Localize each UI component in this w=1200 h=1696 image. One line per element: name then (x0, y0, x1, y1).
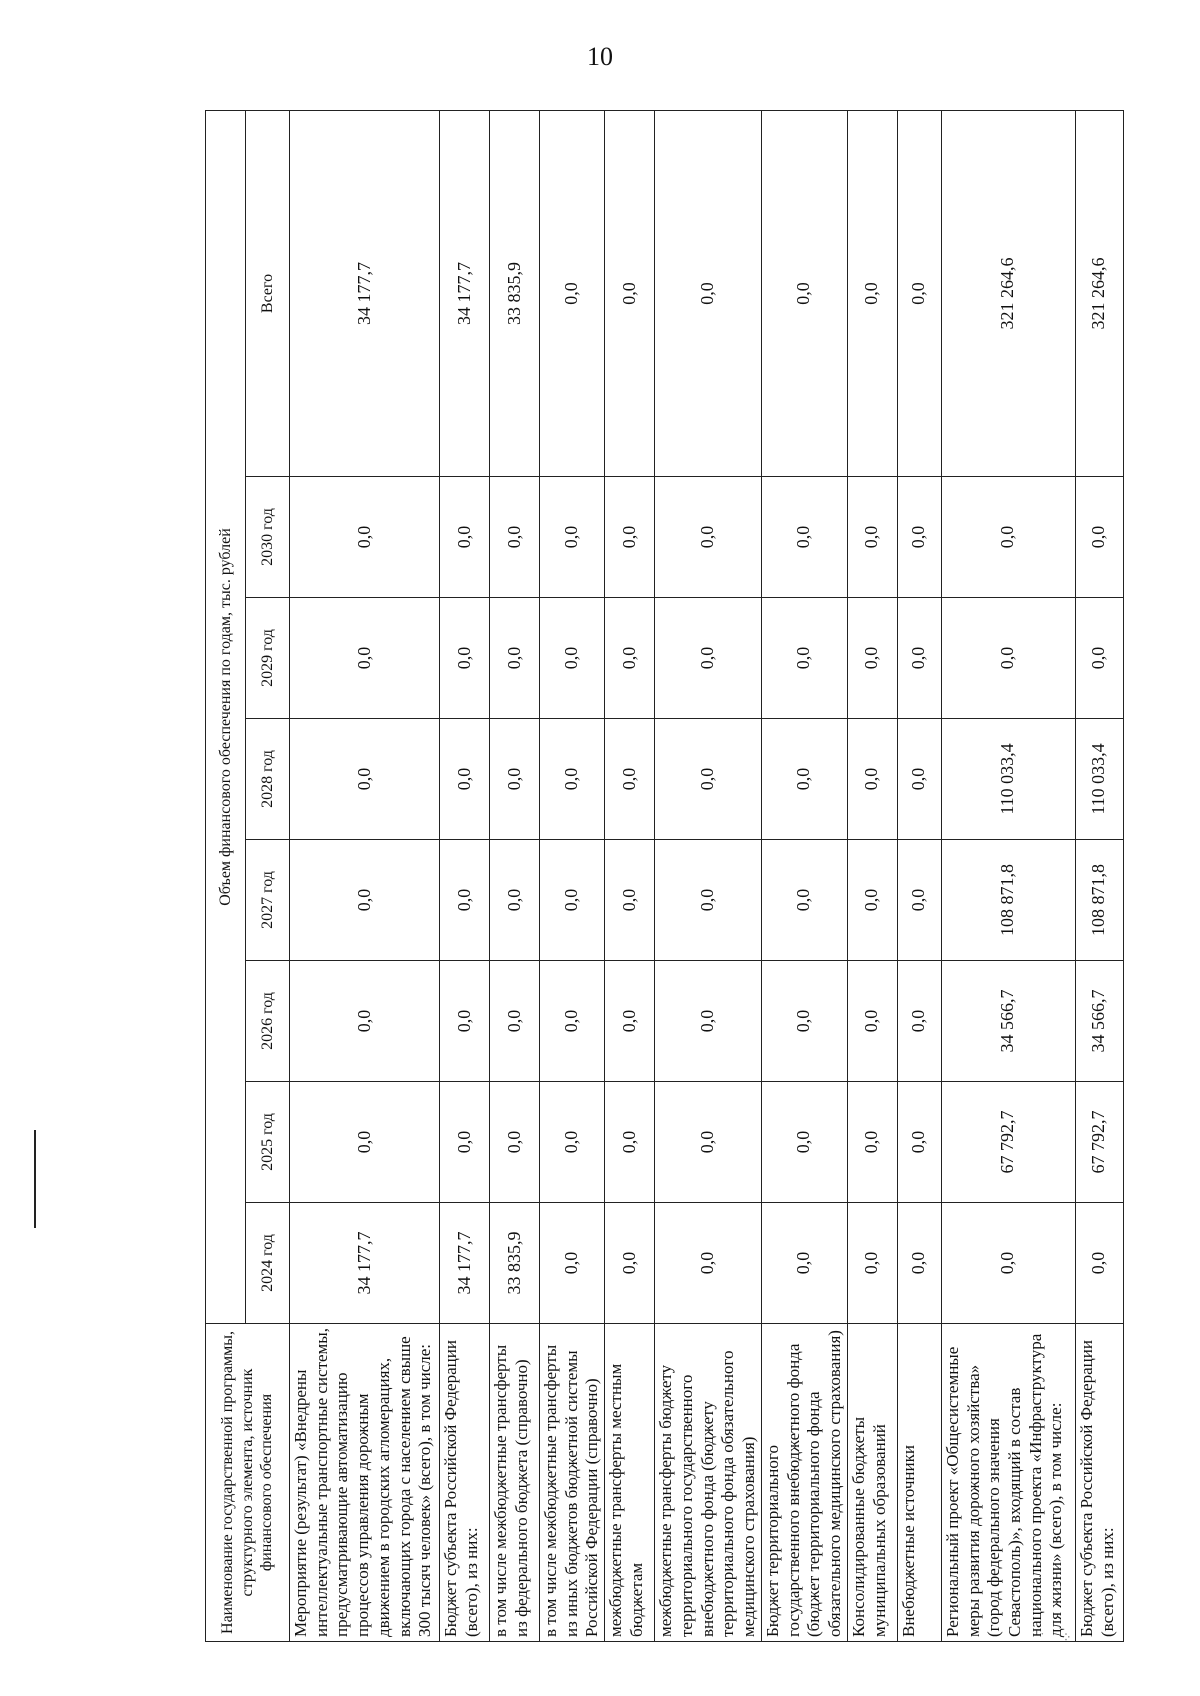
row-year-value: 0,0 (1075, 1203, 1123, 1324)
header-year: 2025 год (246, 1082, 290, 1203)
row-year-value: 0,0 (897, 598, 941, 719)
row-year-value: 0,0 (847, 961, 897, 1082)
row-year-value: 0,0 (897, 1203, 941, 1324)
row-year-value: 0,0 (540, 840, 605, 961)
row-year-value: 0,0 (655, 598, 762, 719)
row-year-value: 0,0 (761, 719, 847, 840)
table-row (1075, 110, 1123, 1641)
table-row (847, 110, 897, 1641)
row-year-value: 0,0 (847, 477, 897, 598)
row-year-value: 110 033,4 (941, 719, 1075, 840)
row-year-value: 0,0 (440, 598, 490, 719)
row-year-value: 0,0 (897, 840, 941, 961)
row-year-value: 0,0 (290, 598, 440, 719)
row-year-value: 67 792,7 (941, 1082, 1075, 1203)
row-year-value: 0,0 (540, 719, 605, 840)
row-year-value: 0,0 (941, 1203, 1075, 1324)
row-year-value: 34 177,7 (440, 1203, 490, 1324)
scan-specks: ˙ ⁘ (1040, 1631, 1078, 1646)
header-group: Объем финансового обеспечения по годам, тыс. рублей (206, 110, 246, 1323)
row-year-value: 0,0 (605, 598, 655, 719)
row-year-value: 108 871,8 (941, 840, 1075, 961)
table-row (290, 110, 440, 1641)
table-row (897, 110, 941, 1641)
row-label: Бюджет субъекта Российской Федерации (всего), из них: (440, 1324, 490, 1642)
row-year-value: 0,0 (490, 961, 540, 1082)
row-year-value: 0,0 (605, 1082, 655, 1203)
row-total-value: 321 264,6 (1075, 110, 1123, 476)
row-year-value: 0,0 (490, 840, 540, 961)
row-year-value: 0,0 (440, 719, 490, 840)
table-row (761, 110, 847, 1641)
row-year-value: 0,0 (761, 840, 847, 961)
financing-table (205, 110, 1124, 1642)
row-year-value: 0,0 (761, 1082, 847, 1203)
row-label: в том числе межбюджетные трансферты из федерального бюджета (справочно) (490, 1324, 540, 1642)
row-year-value: 0,0 (540, 1082, 605, 1203)
row-label: в том числе межбюджетные трансферты из иных бюджетов бюджетной системы Российской Федерации (справочно) (540, 1324, 605, 1642)
row-year-value: 0,0 (440, 961, 490, 1082)
table-row (655, 110, 762, 1641)
row-total-value: 0,0 (540, 110, 605, 476)
row-total-value: 0,0 (847, 110, 897, 476)
row-year-value: 0,0 (897, 961, 941, 1082)
row-year-value: 34 566,7 (1075, 961, 1123, 1082)
row-label: Бюджет субъекта Российской Федерации (всего), из них: (1075, 1324, 1123, 1642)
row-year-value: 0,0 (897, 1082, 941, 1203)
row-label: Бюджет территориального государственного внебюджетного фонда (бюджет территориального фонда обязательного медицинского страхования) (761, 1324, 847, 1642)
row-label: Консолидированные бюджеты муниципальных образований (847, 1324, 897, 1642)
row-year-value: 0,0 (1075, 598, 1123, 719)
row-year-value: 0,0 (655, 1203, 762, 1324)
row-year-value: 110 033,4 (1075, 719, 1123, 840)
table-row (540, 110, 605, 1641)
row-year-value: 0,0 (847, 840, 897, 961)
row-total-value: 0,0 (655, 110, 762, 476)
row-year-value: 0,0 (290, 961, 440, 1082)
row-year-value: 0,0 (605, 840, 655, 961)
row-year-value: 0,0 (440, 1082, 490, 1203)
row-year-value: 0,0 (897, 719, 941, 840)
row-year-value: 0,0 (490, 1082, 540, 1203)
row-total-value: 34 177,7 (290, 110, 440, 476)
header-year: 2026 год (246, 961, 290, 1082)
rotated-table-wrapper (205, 112, 1117, 1642)
table-row (490, 110, 540, 1641)
table-row (605, 110, 655, 1641)
table-body (290, 110, 1124, 1641)
row-year-value: 0,0 (941, 598, 1075, 719)
header-year: 2028 год (246, 719, 290, 840)
row-year-value: 0,0 (761, 961, 847, 1082)
row-year-value: 0,0 (761, 1203, 847, 1324)
row-label: Внебюджетные источники (897, 1324, 941, 1642)
row-total-value: 33 835,9 (490, 110, 540, 476)
row-year-value: 0,0 (605, 1203, 655, 1324)
row-year-value: 0,0 (761, 477, 847, 598)
row-year-value: 67 792,7 (1075, 1082, 1123, 1203)
row-year-value: 0,0 (605, 961, 655, 1082)
row-year-value: 0,0 (655, 961, 762, 1082)
row-year-value: 34 566,7 (941, 961, 1075, 1082)
row-year-value: 0,0 (290, 477, 440, 598)
row-year-value: 0,0 (440, 477, 490, 598)
table-row (440, 110, 490, 1641)
row-total-value: 0,0 (761, 110, 847, 476)
header-year: 2024 год (246, 1203, 290, 1324)
row-year-value: 0,0 (897, 477, 941, 598)
row-year-value: 0,0 (847, 598, 897, 719)
row-year-value: 0,0 (290, 840, 440, 961)
page-number: 10 (587, 42, 613, 71)
row-label: Мероприятие (результат) «Внедрены интеллектуальные транспортные системы, предусматривающие автоматизацию процессов управления дорожным движением в городских агломерациях, включающих города с населением свыше 300 тысяч человек» (всего), в том числе: (290, 1324, 440, 1642)
row-label: межбюджетные трансферты местным бюджетам (605, 1324, 655, 1642)
row-year-value: 0,0 (847, 1203, 897, 1324)
row-year-value: 0,0 (655, 840, 762, 961)
row-year-value: 0,0 (490, 719, 540, 840)
row-year-value: 0,0 (655, 477, 762, 598)
header-total: Всего (246, 110, 290, 476)
row-year-value: 0,0 (290, 719, 440, 840)
header-year: 2027 год (246, 840, 290, 961)
header-year: 2029 год (246, 598, 290, 719)
row-year-value: 0,0 (761, 598, 847, 719)
row-year-value: 0,0 (540, 1203, 605, 1324)
row-year-value: 0,0 (290, 1082, 440, 1203)
row-year-value: 0,0 (490, 477, 540, 598)
row-year-value: 0,0 (540, 598, 605, 719)
row-year-value: 0,0 (440, 840, 490, 961)
row-year-value: 108 871,8 (1075, 840, 1123, 961)
row-year-value: 0,0 (540, 477, 605, 598)
row-total-value: 321 264,6 (941, 110, 1075, 476)
header-name-column: Наименование государственной программы, структурного элемента, источник финансового обеспечения (206, 1324, 290, 1642)
row-year-value: 0,0 (605, 719, 655, 840)
row-label: межбюджетные трансферты бюджету территориального государственного внебюджетного фонда (бюджету территориального фонда обязательного медицинского страхования) (655, 1324, 762, 1642)
row-year-value: 0,0 (655, 1082, 762, 1203)
row-total-value: 0,0 (897, 110, 941, 476)
row-year-value: 0,0 (941, 477, 1075, 598)
header-year: 2030 год (246, 477, 290, 598)
row-label: Региональный проект «Общесистемные меры развития дорожного хозяйства» (город федерального значения Севастополь)», входящий в состав национального проекта «Инфраструктура для жизни» (всего), в том числе: (941, 1324, 1075, 1642)
row-total-value: 0,0 (605, 110, 655, 476)
row-year-value: 0,0 (655, 719, 762, 840)
table-row (941, 110, 1075, 1641)
row-year-value: 33 835,9 (490, 1203, 540, 1324)
row-year-value: 0,0 (605, 477, 655, 598)
row-year-value: 0,0 (847, 719, 897, 840)
row-year-value: 0,0 (490, 598, 540, 719)
row-year-value: 0,0 (1075, 477, 1123, 598)
row-year-value: 34 177,7 (290, 1203, 440, 1324)
row-year-value: 0,0 (540, 961, 605, 1082)
row-year-value: 0,0 (847, 1082, 897, 1203)
row-total-value: 34 177,7 (440, 110, 490, 476)
margin-line (34, 1130, 36, 1228)
